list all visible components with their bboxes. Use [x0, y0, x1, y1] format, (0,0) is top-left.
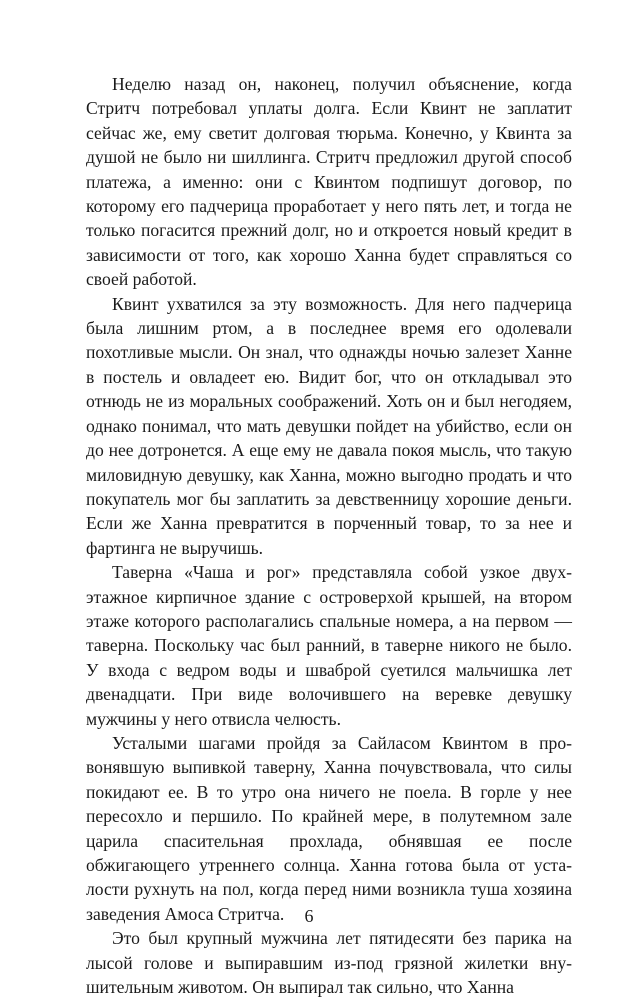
- book-page-text: [86, 72, 572, 999]
- paragraph-4: Усталыми шагами пройдя за Сайласом Квинтом в провонявшую выпивкой таверну, Ханна почувствовала, что силы покидают ее. В то утро она ничего не поела. В горле у нее пересохло и першило. По крайней мере, в полутемном зале царила спасительная прохлада, обнявшая ее после обжигающего утреннего солнца. Ханна готова была от усталости рухнуть на пол, когда перед ними возникла туша хозяина заведения Амоса Стритча.: [86, 732, 572, 924]
- paragraph-3: Таверна «Чаша и рог» представляла собой узкое двухэтажное кирпичное здание с островерхой крышей, на втором этаже которого располагались спальные номера, а на первом — таверна. Поскольку час был ранний, в таверне никого не было. У входа с ведром воды и шваброй суетился мальчишка лет двенадцати. При виде волочившего на веревке девушку мужчины у него отвисла челюсть.: [86, 562, 572, 729]
- page-number: 6: [304, 906, 314, 926]
- paragraph-5: Это был крупный мужчина лет пятидесяти без парика на лысой голове и выпиравшим из-под грязной жилетки внушительным животом. Он выпирал так сильно, что Ханна: [86, 928, 572, 998]
- paragraph-1: Неделю назад он, наконец, получил объяснение, когда Стритч потребовал уплаты долга. Если Квинт не заплатит сейчас же, ему светит долговая тюрьма. Конечно, у Квинта за душой не было ни шиллинга. Стритч предложил другой способ платежа, а именно: они с Квинтом подпишут договор, по которому его падчерица проработает у него пять лет, и тогда не только погасится прежний долг, но и откроется новый кредит в зависимости от того, как хорошо Ханна будет справляться со своей работой.: [86, 74, 572, 290]
- paragraph-2: Квинт ухватился за эту возможность. Для него падчерица была лишним ртом, а в последнее время его одолевали похотливые мысли. Он знал, что однажды ночью залезет Ханне в постель и овладеет ею. Видит бог, что он откладывал это отнюдь не из моральных соображений. Хоть он и был негодяем, однако понимал, что мать девушки пойдет на убийство, если он до нее дотронется. А еще ему не давала покоя мысль, что такую миловидную девушку, как Ханна, можно выгодно продать и что покупатель мог бы заплатить за девственницу хорошие деньги. Если же Ханна превратится в порченный товар, то за нее и фартинга не выручишь.: [86, 293, 572, 558]
